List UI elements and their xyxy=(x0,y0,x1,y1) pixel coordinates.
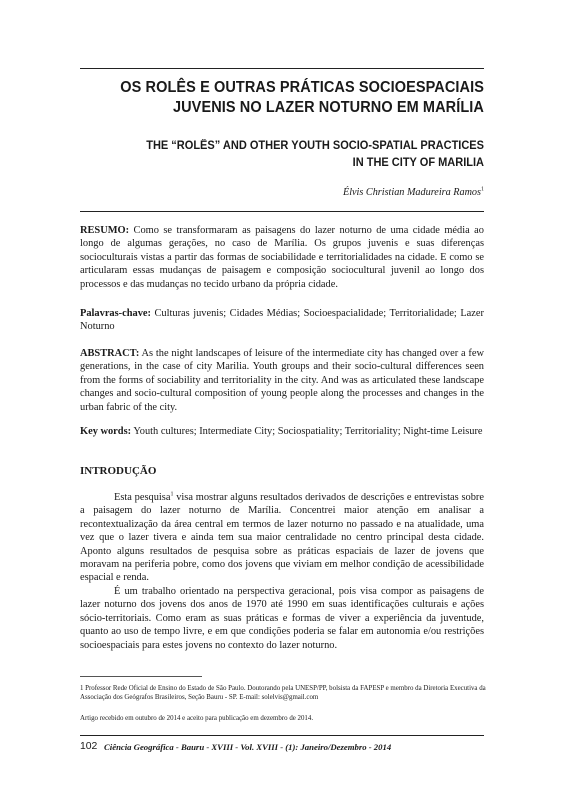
keywords-paragraph xyxy=(80,425,484,438)
resumo-paragraph xyxy=(80,224,484,291)
intro-p1-rest: visa mostrar alguns resultados derivados de descrições e entrevistas sobre a paisagem do lazer noturno de Marília. Concentrei maior atenção em analisar a recontextualização da área central em termos de lazer noturno no passado e na atualidade, uma vez que o lazer tivera e ainda tem sua maior centralidade no centro principal desta cidade. Aponto alguns resultados de pesquisa sobre as práticas espaciais de lazer de jovens que moravam na periferia pobre, como dos jovens que viviam em melhor condição de acessibilidade espacial e renda. xyxy=(80,492,484,584)
intro-footnote-marker: 1 xyxy=(170,491,174,498)
page-number: 102 xyxy=(80,741,98,752)
title-portuguese xyxy=(108,78,484,118)
abstract-label: ABSTRACT: xyxy=(80,348,140,359)
abstract-paragraph xyxy=(80,347,484,414)
title-pt-line-2: JUVENIS NO LAZER NOTURNO EM MARÍLIA xyxy=(172,99,484,116)
keywords-text: Youth cultures; Intermediate City; Sociospatiality; Territoriality; Night-time Leisure xyxy=(133,426,483,437)
author-line xyxy=(80,186,484,199)
header-rule xyxy=(80,211,484,212)
palavras-chave-text: Culturas juvenis; Cidades Médias; Socioespacialidade; Territorialidade; Lazer Noturno xyxy=(80,308,484,333)
top-rule xyxy=(80,68,484,69)
section-heading-introducao: INTRODUÇÃO xyxy=(80,465,157,477)
title-pt-line-1: OS ROLÊS E OUTRAS PRÁTICAS SOCIOESPACIAIS xyxy=(120,79,484,96)
title-english xyxy=(100,138,484,171)
footnote-rule xyxy=(80,676,202,677)
author-footnote-marker: 1 xyxy=(481,186,484,193)
palavras-chave-paragraph xyxy=(80,307,484,334)
intro-p1-start: Esta pesquisa xyxy=(114,492,171,503)
resumo-label: RESUMO: xyxy=(80,225,130,236)
journal-citation: Ciência Geográfica - Bauru - XVIII - Vol. XVIII - (1): Janeiro/Dezembro - 2014 xyxy=(104,742,392,752)
keywords-label: Key words: xyxy=(80,426,132,437)
author-name: Élvis Christian Madureira Ramos xyxy=(342,187,481,198)
intro-paragraph-1 xyxy=(80,491,484,585)
intro-paragraph-2: É um trabalho orientado na perspectiva geracional, pois visa compor as paisagens de lazer noturno dos jovens dos anos de 1970 até 1990 em suas identificações culturais e ações sócio-territoriais. Como eram as suas práticas e formas de viver a experiência da juventude, quanto ao uso de tempo livre, e em que condições poderia se falar em autonomia e/ou restrições socioespaciais para estes jovens no contexto do lazer noturno. xyxy=(80,586,484,651)
abstract-text: As the night landscapes of leisure of the intermediate city has changed over a few generations, in the case of city Marilia. Youth groups and their socio-cultural differences seen from the forms of sociability and territoriality in the city. And was as articulated these landscape changes and socio-cultural composition of young people along the processes and changes in the urban fabric of the city. xyxy=(80,348,484,413)
footer-rule xyxy=(80,735,484,736)
title-en-line-2: IN THE CITY OF MARILIA xyxy=(352,155,484,169)
palavras-chave-label: Palavras-chave: xyxy=(80,308,151,319)
footnote-1: 1 Professor Rede Oficial de Ensino do Estado de São Paulo. Doutorando pela UNESP/PP, bolsista da FAPESP e membro da Diretoria Executiva da Associação dos Geógrafos Brasileiros, Seção Bauru - SP. E-mail: solelvis@gmail.com xyxy=(80,685,486,702)
resumo-text: Como se transformaram as paisagens do lazer noturno de uma cidade média ao longo de algumas gerações, no caso de Marília. Os grupos juvenis e suas diferenças socioculturais vistas a partir das formas de sociabilidade e territorialidades na cidade. E como se articularam essas mudanças de paisagem e composição sociocultural juvenil ao longo dos processos e das mudanças no tecido urbano da própria cidade. xyxy=(80,225,484,290)
title-en-line-1: THE “ROLÊS” AND OTHER YOUTH SOCIO-SPATIAL PRACTICES xyxy=(146,139,484,152)
received-note: Artigo recebido em outubro de 2014 e aceito para publicação em dezembro de 2014. xyxy=(80,715,314,722)
